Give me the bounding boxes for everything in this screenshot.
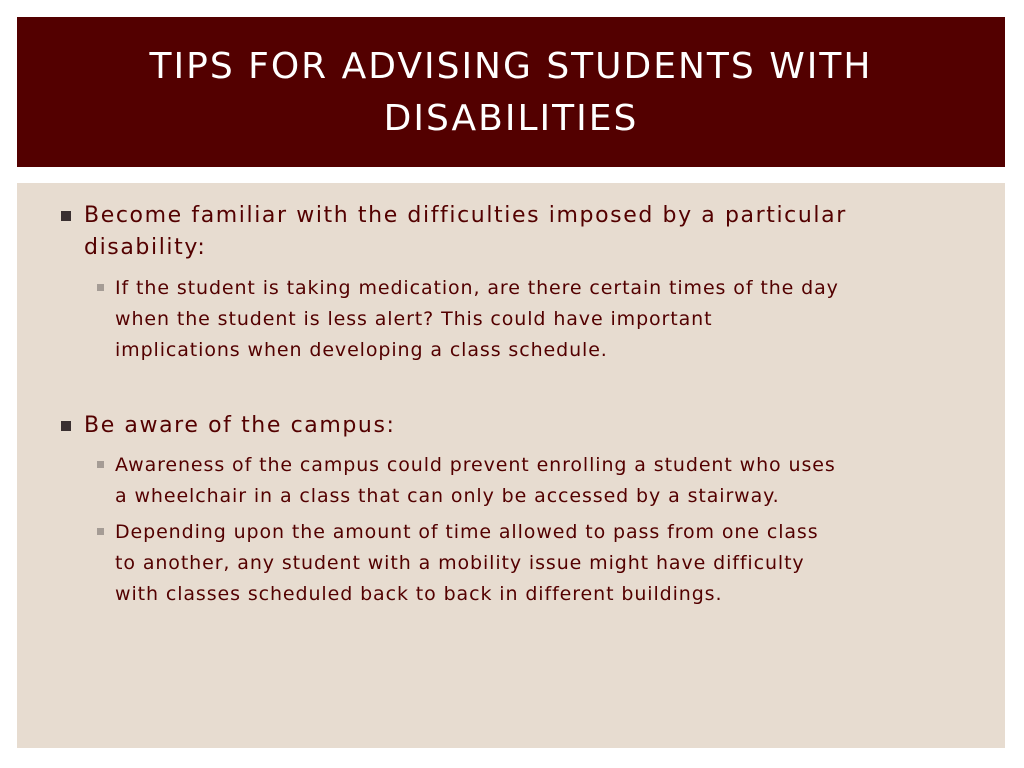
slide-title-line-1: TIPS FOR ADVISING STUDENTS WITH [149, 46, 873, 87]
sub-bullet-1-1-line-2: when the student is less alert? This could have important [115, 308, 713, 330]
sub-square-bullet-icon [97, 528, 104, 535]
sub-square-bullet-icon [97, 461, 104, 468]
sub-bullet-2-2-line-3: with classes scheduled back to back in different buildings. [115, 583, 723, 605]
sub-square-bullet-icon [97, 284, 104, 291]
sub-bullet-2-1-line-2: a wheelchair in a class that can only be accessed by a stairway. [115, 485, 780, 507]
sub-bullet-1-1-line-3: implications when developing a class schedule. [115, 339, 608, 361]
square-bullet-icon [61, 211, 71, 221]
sub-bullet-2-1-line-1: Awareness of the campus could prevent enrolling a student who uses [115, 454, 836, 476]
sub-bullet-2-2-line-1: Depending upon the amount of time allowed to pass from one class [115, 521, 819, 543]
sub-bullet-1-1-text [115, 273, 995, 366]
bullet-1-line-1: Become familiar with the difficulties imposed by a particular [84, 203, 847, 228]
content-box [17, 183, 1005, 748]
bullet-1-line-2: disability: [84, 235, 207, 260]
bullet-2-line-1: Be aware of the campus: [84, 413, 396, 438]
sub-bullet-2-1-text [115, 450, 995, 512]
bullet-1-text [84, 200, 984, 264]
title-bar [17, 17, 1005, 167]
sub-bullet-2-2-line-2: to another, any student with a mobility issue might have difficulty [115, 552, 805, 574]
bullet-2-text [84, 410, 984, 442]
slide-title [61, 41, 961, 145]
square-bullet-icon [61, 421, 71, 431]
sub-bullet-2-2-text [115, 517, 995, 610]
sub-bullet-1-1-line-1: If the student is taking medication, are there certain times of the day [115, 277, 839, 299]
slide-title-line-2: DISABILITIES [383, 98, 639, 139]
